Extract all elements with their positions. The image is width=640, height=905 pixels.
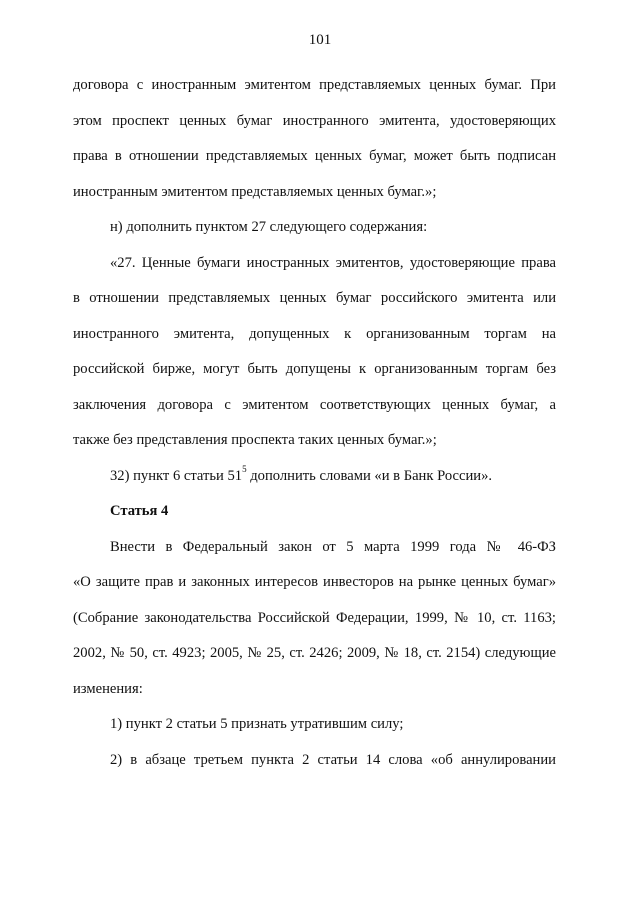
paragraph-line: 1) пункт 2 статьи 5 признать утратившим силу; [110,716,404,732]
document-body [73,74,556,784]
text-line: «О защите прав и законных интересов инвесторов на рынке ценных бумаг» [73,574,556,590]
paragraph-line: 2) в абзаце третьем пункта 2 статьи 14 слова «об аннулировании [110,751,556,768]
text-line: в отношении представляемых ценных бумаг российского эмитента или [73,290,556,306]
text-fragment: 32) пункт 6 статьи 51 [110,467,243,484]
text-line: иностранного эмитента, допущенных к организованным торгам на [73,325,556,342]
text-line: иностранным эмитентом представляемых ценных бумаг.»; [73,183,437,200]
paragraph-line: Внести в Федеральный закон от 5 марта 1999 года № 46-ФЗ [110,538,556,555]
text-line: этом проспект ценных бумаг иностранного эмитента, удостоверяющих [73,112,556,129]
superscript: 5 [242,463,247,474]
paragraph-line: н) дополнить пунктом 27 следующего содержания: [110,219,428,235]
text-line: заключения договора с эмитентом соответствующих ценных бумаг, а [73,396,556,413]
text-line: российской бирже, могут быть допущены к организованным торгам без [73,361,556,377]
paragraph-line: «27. Ценные бумаги иностранных эмитентов, удостоверяющие права [110,254,556,271]
text-line: (Собрание законодательства Российской Федерации, 1999, № 10, ст. 1163; [73,609,556,626]
text-line: также без представления проспекта таких ценных бумаг.»; [73,432,437,448]
text-line: 2002, № 50, ст. 4923; 2005, № 25, ст. 2426; 2009, № 18, ст. 2154) следующие [73,645,556,661]
article-heading: Статья 4 [110,503,169,519]
paragraph-line [73,465,556,501]
page-number: 101 [308,32,332,48]
text-line: изменения: [73,680,143,697]
text-line: права в отношении представляемых ценных бумаг, может быть подписан [73,148,556,164]
text-line: договора с иностранным эмитентом представляемых ценных бумаг. При [73,77,556,93]
text-fragment: дополнить словами «и в Банк России». [246,467,493,484]
